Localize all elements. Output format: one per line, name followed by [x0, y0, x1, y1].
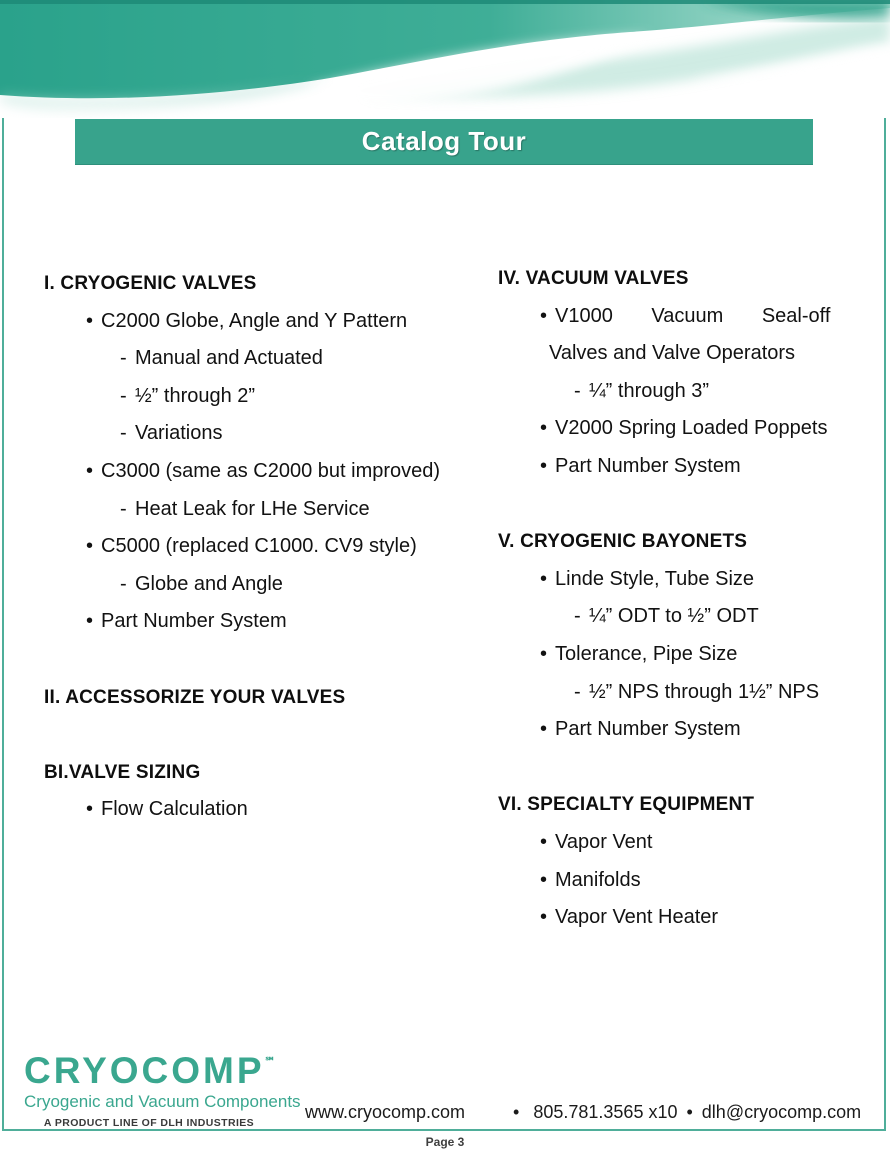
website-text: www.cryocomp.com	[305, 1102, 466, 1122]
outline-item-text: Globe and Angle	[135, 572, 283, 595]
logo-tagline: Cryogenic and Vacuum Components	[24, 1092, 301, 1111]
outline-item	[498, 899, 878, 937]
outline-item-text: Heat Leak for LHe Service	[135, 497, 370, 520]
outline-item	[44, 453, 484, 491]
outline-item-text: Flow Calculation	[101, 798, 248, 821]
bullet-marker: •	[86, 798, 94, 821]
bullet-marker: •	[540, 868, 548, 891]
outline-item	[44, 303, 484, 341]
email-text: dlh@cryocomp.com	[701, 1102, 862, 1122]
outline-section	[44, 679, 484, 717]
outline-item-text: C5000 (replaced C1000. CV9 style)	[101, 535, 417, 558]
dash-marker: -	[120, 347, 127, 370]
bullet-marker: •	[86, 459, 94, 482]
outline-item	[498, 335, 878, 373]
bullet-marker: •	[540, 304, 548, 327]
section-heading: I. CRYOGENIC VALVES	[44, 273, 257, 294]
outline-item	[498, 598, 878, 636]
section-heading: II. ACCESSORIZE YOUR VALVES	[44, 686, 346, 708]
outline-item	[44, 791, 484, 829]
outline-item	[498, 373, 878, 411]
bullet-marker: •	[540, 830, 548, 853]
page-number: Page 3	[425, 1135, 465, 1149]
outline-item	[44, 491, 484, 529]
outline-item-text: Part Number System	[555, 718, 741, 741]
logo-wordmark: CRYOCOMP	[24, 1050, 265, 1091]
outline-item	[44, 415, 484, 453]
outline-item-text: ½” NPS through 1½” NPS	[589, 680, 820, 703]
section-heading: IV. VACUUM VALVES	[498, 268, 689, 289]
dash-marker: -	[574, 379, 581, 402]
outline-item-text: ½” through 2”	[135, 384, 256, 407]
footer-logo-block	[24, 1050, 301, 1129]
bullet-marker: •	[540, 417, 548, 440]
dash-marker: -	[120, 497, 127, 520]
outline-item	[44, 566, 484, 604]
bullet-marker: •	[540, 567, 548, 590]
outline-item	[498, 711, 878, 749]
outline-item-text: Linde Style, Tube Size	[555, 567, 755, 590]
outline-item-text: V1000 Vacuum Seal-off	[555, 304, 831, 327]
outline-item-text: Manifolds	[555, 868, 641, 891]
bullet-marker: •	[540, 906, 548, 929]
outline-item	[44, 603, 484, 641]
outline-item	[44, 528, 484, 566]
outline-item-text: Manual and Actuated	[135, 347, 323, 370]
cryocomp-logo	[24, 1052, 284, 1089]
outline-column-right	[498, 260, 878, 937]
dash-marker: -	[120, 384, 127, 407]
outline-item	[498, 674, 878, 712]
outline-item-text: ¼” through 3”	[589, 379, 710, 402]
outline-item-text: Tolerance, Pipe Size	[555, 642, 738, 665]
title-banner	[75, 119, 813, 165]
outline-item	[44, 378, 484, 416]
phone-text: 805.781.3565 x10	[533, 1102, 678, 1122]
outline-item	[498, 862, 878, 900]
service-mark-icon: ℠	[264, 1056, 276, 1068]
outline-item-text: Part Number System	[101, 610, 287, 633]
dash-marker: -	[120, 572, 127, 595]
bullet-marker: •	[540, 642, 548, 665]
outline-item	[44, 340, 484, 378]
outline-item-text: Vapor Vent	[555, 830, 653, 853]
dash-marker: -	[120, 422, 127, 445]
separator-dot: •	[686, 1102, 693, 1122]
outline-item-text: V2000 Spring Loaded Poppets	[555, 417, 828, 440]
section-heading: V. CRYOGENIC BAYONETS	[498, 531, 748, 553]
outline-item-text: ¼” ODT to ½” ODT	[589, 605, 759, 628]
product-line-text: A PRODUCT LINE OF DLH INDUSTRIES	[43, 1117, 255, 1129]
outline-item	[498, 410, 878, 448]
dash-marker: -	[574, 680, 581, 703]
dash-marker: -	[574, 605, 581, 628]
outline-item-text: Valves and Valve Operators	[549, 342, 796, 365]
page-title: Catalog Tour	[361, 126, 527, 156]
outline-column-left	[44, 265, 484, 829]
bullet-marker: •	[540, 718, 548, 741]
outline-item	[498, 298, 878, 336]
bullet-marker: •	[86, 535, 94, 558]
outline-section	[498, 523, 878, 749]
outline-item	[498, 636, 878, 674]
outline-section	[498, 786, 878, 936]
outline-item-text: C2000 Globe, Angle and Y Pattern	[101, 309, 408, 332]
outline-item-text: Variations	[135, 422, 223, 445]
section-heading: VI. SPECIALTY EQUIPMENT	[498, 794, 755, 816]
footer-contact-line	[305, 1102, 861, 1123]
outline-item	[498, 824, 878, 862]
outline-item-text: Part Number System	[555, 454, 741, 477]
bullet-marker: •	[86, 309, 94, 332]
outline-section	[498, 260, 878, 486]
outline-item	[498, 448, 878, 486]
bullet-marker: •	[86, 610, 94, 633]
outline-item-text: Vapor Vent Heater	[555, 906, 719, 929]
outline-item-text: C3000 (same as C2000 but improved)	[101, 459, 441, 482]
section-heading: BI.VALVE SIZING	[44, 761, 201, 783]
bullet-marker: •	[540, 454, 548, 477]
outline-section	[44, 265, 484, 641]
separator-dot: •	[513, 1102, 520, 1122]
header-wave-graphic	[0, 0, 890, 118]
outline-section	[44, 754, 484, 829]
outline-item	[498, 561, 878, 599]
